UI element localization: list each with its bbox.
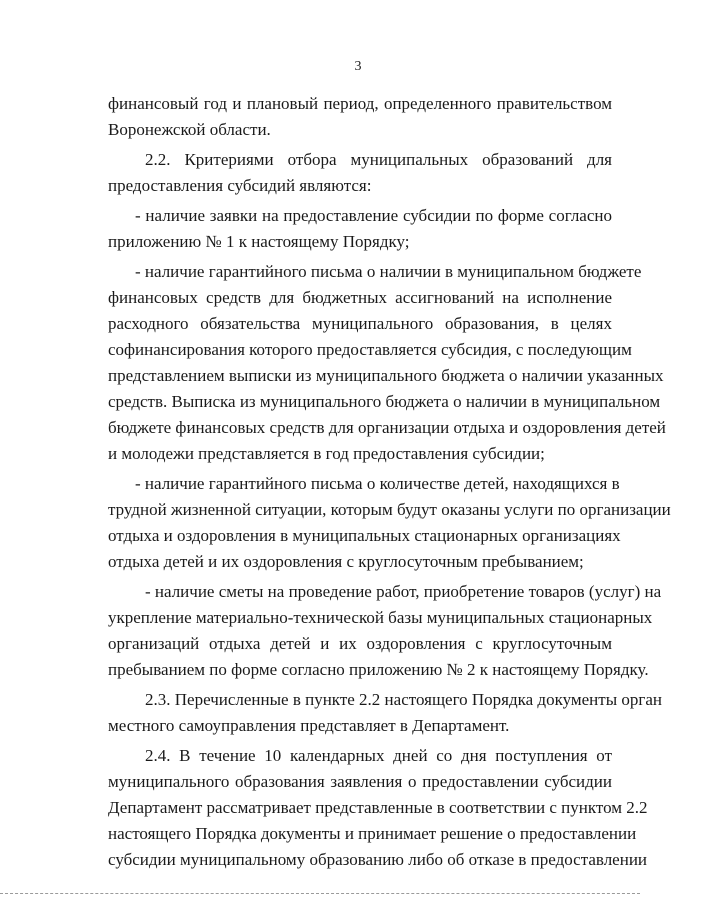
text-line: софинансирования которого предоставляется субсидия, с последующим [108,340,632,359]
text-line: - наличие заявки на предоставление субсидии по форме согласно [135,206,612,225]
text-line: трудной жизненной ситуации, которым будут оказаны услуги по организации [108,500,671,519]
text-line: предоставления субсидий являются: [108,176,372,195]
text-line: - наличие гарантийного письма о количестве детей, находящихся в [135,474,620,493]
text-line: финансовый год и плановый период, определенного правительством [108,94,612,113]
page-number: 3 [354,59,362,74]
text-line: расходного обязательства муниципального образования, в целях [108,314,612,333]
text-line: отдыха детей и их оздоровления с круглосуточным пребыванием; [108,552,584,571]
text-line: муниципального образования заявления о предоставлении субсидии [108,772,612,791]
bullet-guarantee-letter-children [108,471,671,575]
text-line: 2.2. Критериями отбора муниципальных образований для [145,150,612,169]
text-line: субсидии муниципальному образованию либо об отказе в предоставлении [108,850,648,869]
text-line: и молодежи представляется в год предоставления субсидии; [108,444,545,463]
text-line: пребыванием по форме согласно приложению № 2 к настоящему Порядку. [108,660,649,679]
bullet-application [108,203,612,255]
text-line: приложению № 1 к настоящему Порядку; [108,232,410,251]
text-line: укрепление материально-технической базы муниципальных стационарных [108,608,653,627]
paragraph-2-4 [108,743,648,873]
text-line: - наличие гарантийного письма о наличии в муниципальном бюджете [135,262,642,281]
text-line: организаций отдыха детей и их оздоровления с круглосуточным [108,634,612,653]
bullet-estimate [108,579,662,683]
text-line: местного самоуправления представляет в Департамент. [108,716,510,735]
text-line: средств. Выписка из муниципального бюджета о наличии в муниципальном [108,392,661,411]
text-line: финансовых средств для бюджетных ассигнований на исполнение [108,288,612,307]
text-line: 2.3. Перечисленные в пункте 2.2 настоящего Порядка документы орган [145,690,662,709]
text-line: настоящего Порядка документы и принимает решение о предоставлении [108,824,637,843]
paragraph-2-3 [108,687,662,739]
document-body [108,91,671,873]
text-line: представлением выписки из муниципального бюджета о наличии указанных [108,366,664,385]
text-line: отдыха и оздоровления в муниципальных стационарных организациях [108,526,621,545]
text-line: 2.4. В течение 10 календарных дней со дня поступления от [145,746,612,765]
page-bottom-edge [0,893,640,895]
text-line: - наличие сметы на проведение работ, приобретение товаров (услуг) на [145,582,662,601]
text-line: Воронежской области. [108,120,271,139]
paragraph-continuation [108,91,612,143]
text-line: Департамент рассматривает представленные в соответствии с пунктом 2.2 [108,798,648,817]
text-line: бюджете финансовых средств для организации отдыха и оздоровления детей [108,418,666,437]
bullet-guarantee-letter-budget [108,259,666,467]
paragraph-2-2 [108,147,612,199]
